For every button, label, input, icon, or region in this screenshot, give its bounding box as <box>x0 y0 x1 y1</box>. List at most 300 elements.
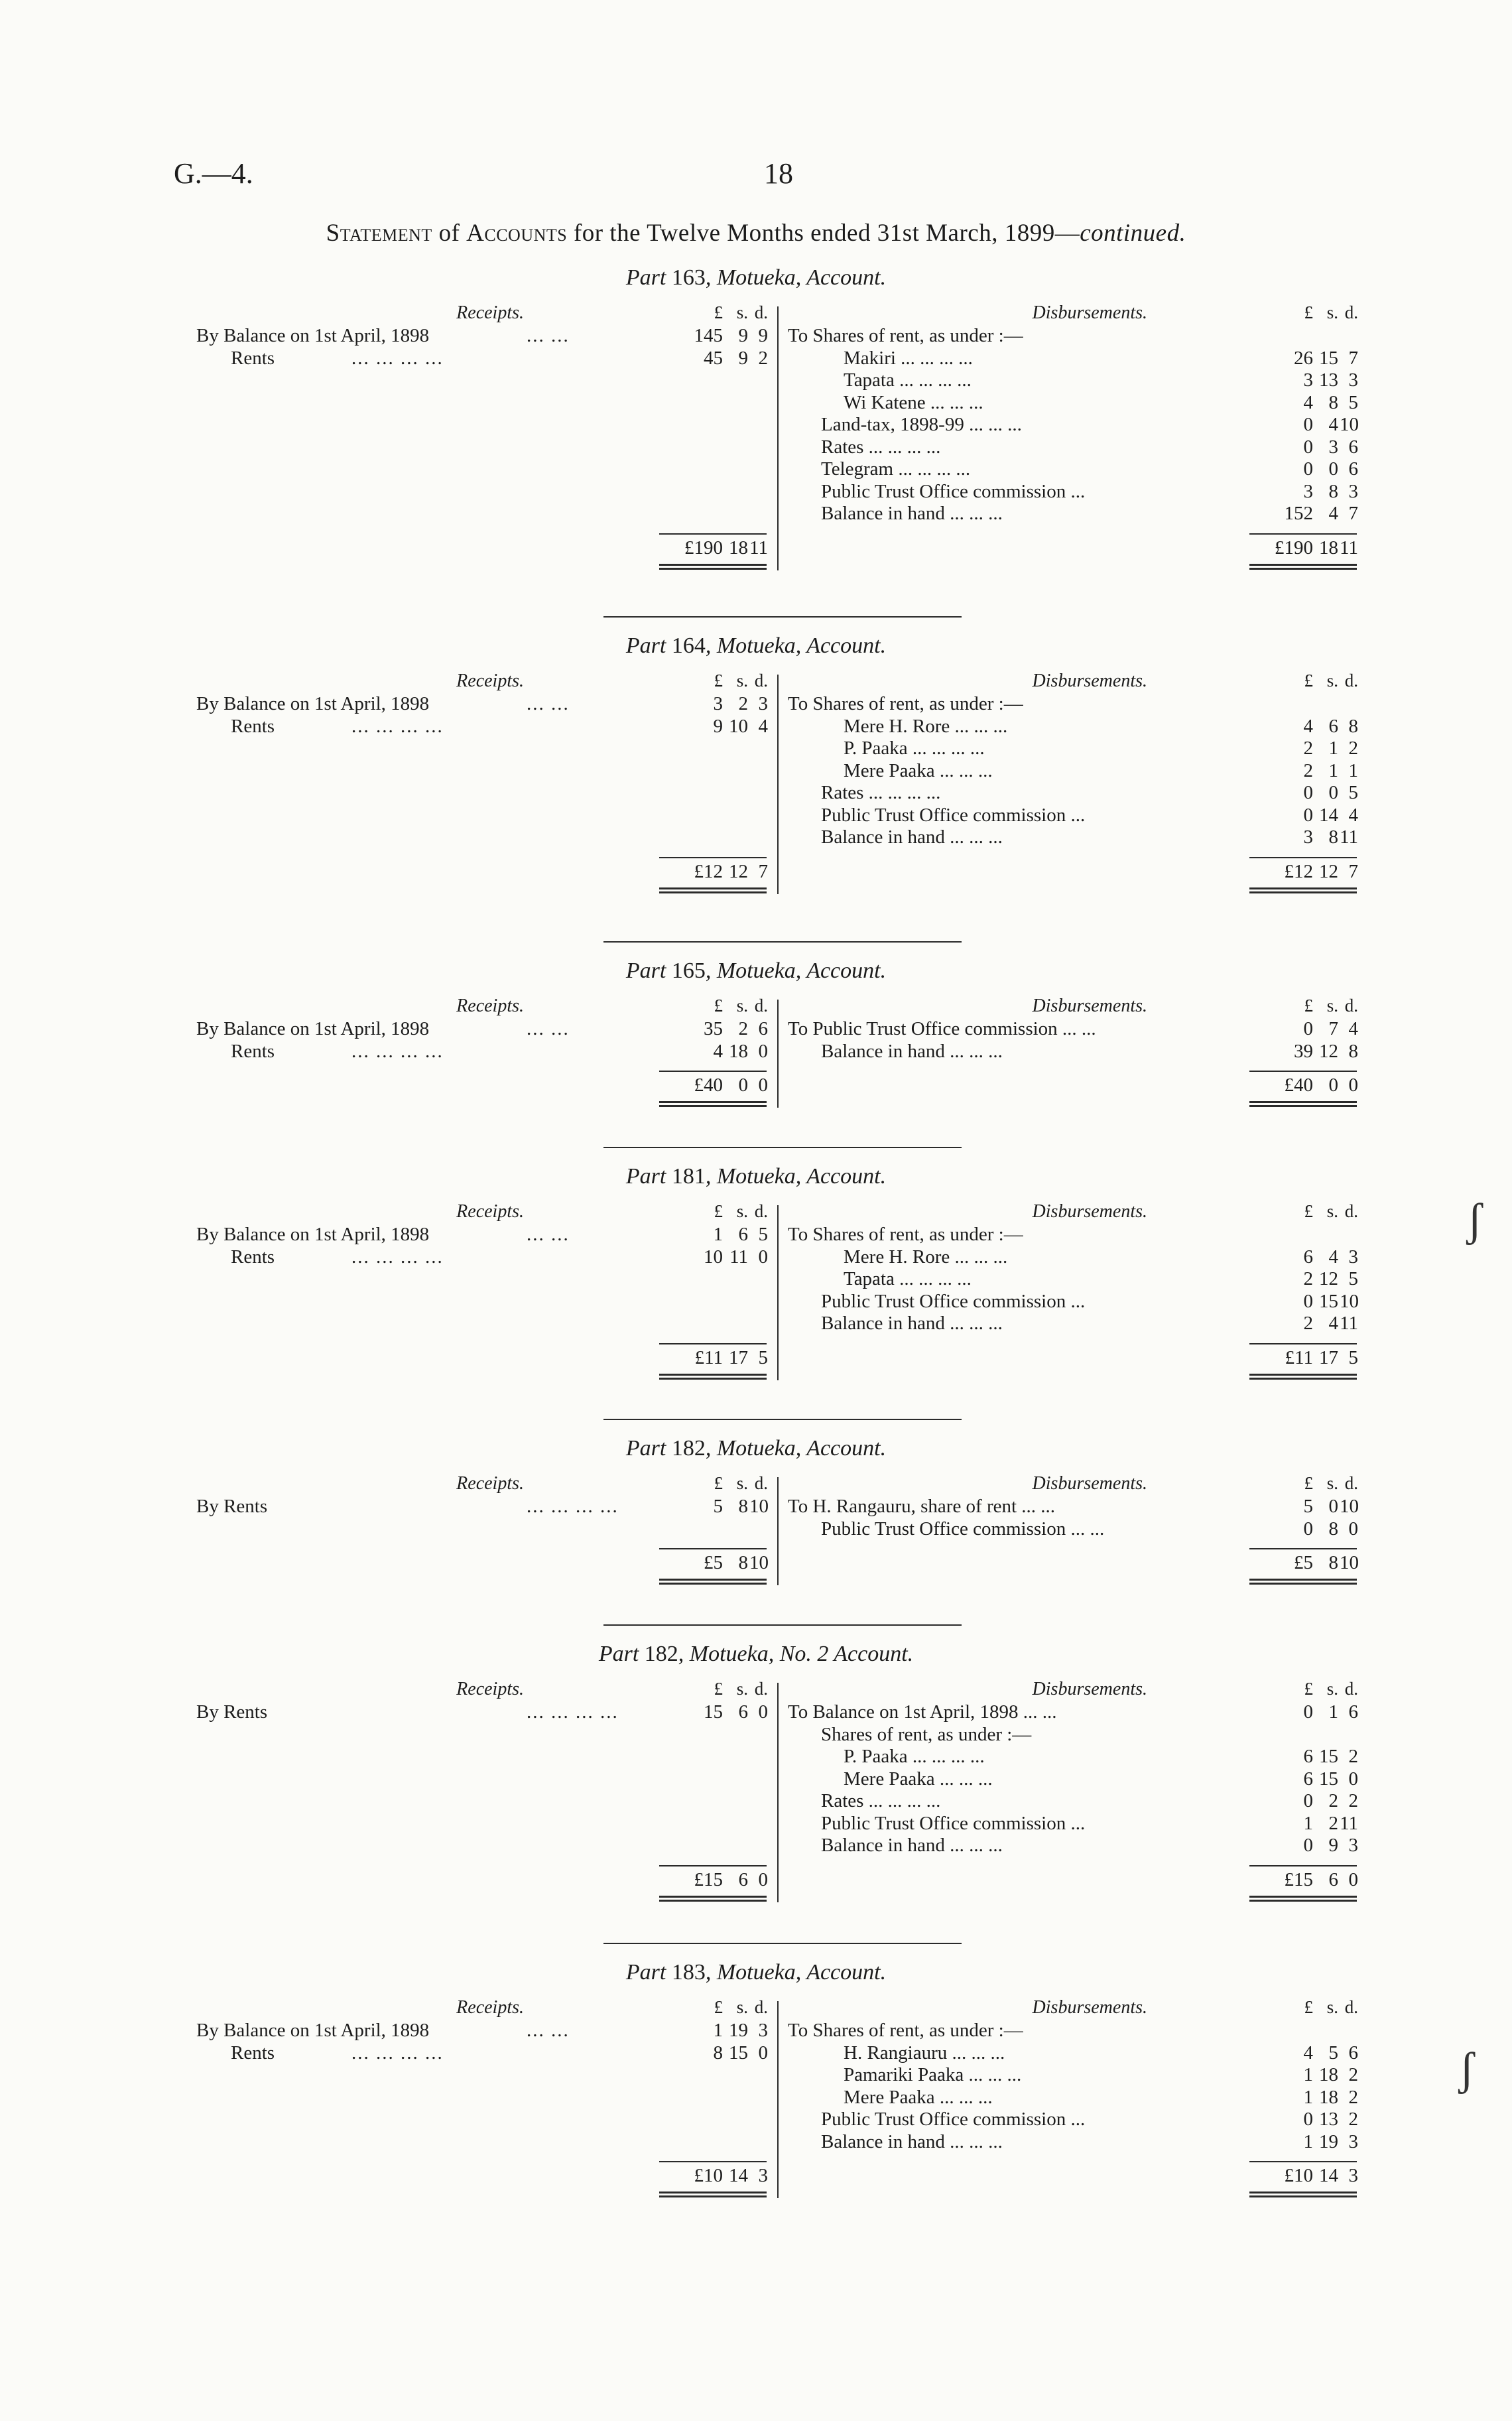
disbursement-amount <box>1267 1313 1356 1337</box>
receipt-amount <box>676 1018 766 1042</box>
pence: 11 <box>1340 826 1358 848</box>
receipt-label: Rents <box>231 1040 275 1062</box>
pence: 3 <box>1348 1835 1358 1856</box>
receipts-total <box>676 1869 766 1893</box>
shillings: 8 <box>1328 826 1338 848</box>
disbursement-label: Public Trust Office commission ... <box>821 2109 1086 2130</box>
shillings: 18 <box>1319 537 1338 558</box>
pence: 11 <box>1340 1812 1358 1834</box>
total-double-rule <box>659 1579 767 1585</box>
disbursements-total <box>1267 1347 1356 1371</box>
receipt-leader-dots: ... ... ... ... <box>527 1701 619 1723</box>
pence: 6 <box>1348 1701 1358 1723</box>
pence: 5 <box>1348 1268 1358 1289</box>
shillings: 0 <box>1328 1075 1338 1096</box>
pence: 0 <box>758 2042 768 2063</box>
disbursement-amount <box>1267 826 1356 850</box>
shillings: 15 <box>1319 347 1338 369</box>
margin-mark-icon: ʃ <box>1459 2044 1475 2095</box>
pounds: 6 <box>1303 1768 1313 1790</box>
shillings: s. <box>736 1201 748 1221</box>
shillings: 1 <box>1328 759 1338 781</box>
pence: 0 <box>758 1040 768 1062</box>
receipt-label: By Balance on 1st April, 1898 <box>196 1018 430 1039</box>
pounds: 6 <box>1303 1246 1313 1268</box>
sum-rule <box>659 2161 767 2162</box>
pounds: 6 <box>1303 1746 1313 1767</box>
account-part-number: 182 <box>644 1642 678 1666</box>
pounds: 0 <box>1303 436 1313 458</box>
pounds: 0 <box>1303 1518 1313 1539</box>
account-title-suffix: , Motueka, Account. <box>705 265 887 290</box>
shillings: 2 <box>1328 1812 1338 1834</box>
disbursement-label: To Shares of rent, as under :— <box>788 2020 1023 2041</box>
receipt-amount <box>676 2020 766 2044</box>
shillings: s. <box>1326 996 1338 1015</box>
pence: 10 <box>1340 1496 1359 1517</box>
account-title-prefix: Part <box>625 1436 672 1461</box>
currency-header <box>676 1997 766 2021</box>
pence: 10 <box>749 1496 769 1517</box>
pence: 9 <box>758 325 768 346</box>
pounds: £ <box>714 1201 723 1221</box>
account-title <box>0 633 1512 659</box>
title-continued: continued. <box>1080 220 1186 247</box>
receipt-label: Rents <box>231 715 275 737</box>
pounds: 0 <box>1303 804 1313 826</box>
pounds: 1 <box>1303 1812 1313 1834</box>
currency-header <box>676 671 766 694</box>
section-separator <box>603 1943 962 1944</box>
shillings: 9 <box>738 347 748 369</box>
pence: d. <box>754 1679 768 1699</box>
receipt-amount <box>676 716 766 740</box>
pence: 2 <box>1348 738 1358 759</box>
disbursements-heading: Disbursements. <box>1032 302 1147 323</box>
account-part-number: 164 <box>671 633 706 658</box>
pence: 2 <box>758 347 768 369</box>
pounds: 145 <box>694 325 723 346</box>
receipts-total <box>676 1075 766 1098</box>
pence: 0 <box>1348 1075 1358 1096</box>
pence: 0 <box>758 1246 768 1268</box>
pounds: £ <box>714 996 723 1015</box>
pence: 5 <box>758 1346 768 1368</box>
disbursement-amount <box>1267 716 1356 740</box>
pence: 3 <box>758 2020 768 2041</box>
shillings: 19 <box>729 2020 748 2041</box>
disbursement-amount <box>1267 2087 1356 2111</box>
shillings: 13 <box>1319 369 1338 391</box>
pence: d. <box>1344 1473 1358 1493</box>
pounds: 4 <box>713 1040 723 1062</box>
disbursement-label: To Public Trust Office commission ... ... <box>788 1018 1096 1039</box>
disbursement-label: Balance in hand ... ... ... <box>821 503 1003 524</box>
pounds: 39 <box>1294 1040 1313 1062</box>
receipt-leader-dots: ... ... ... ... <box>351 347 444 369</box>
disbursement-label: P. Paaka ... ... ... ... <box>844 1746 985 1767</box>
pounds: £ <box>1304 996 1313 1015</box>
pence: 5 <box>758 1224 768 1245</box>
pounds: 0 <box>1303 782 1313 803</box>
title-of: of <box>438 220 460 247</box>
account-part-number: 165 <box>671 958 706 983</box>
pence: d. <box>1344 1201 1358 1221</box>
column-divider <box>777 1477 779 1585</box>
pounds: 8 <box>713 2042 723 2063</box>
shillings: 13 <box>1319 2109 1338 2130</box>
disbursement-amount <box>1267 2109 1356 2132</box>
pounds: 5 <box>1303 1496 1313 1517</box>
pence: 8 <box>1348 1040 1358 1062</box>
shillings: 10 <box>729 715 748 737</box>
disbursement-label: To Shares of rent, as under :— <box>788 1224 1023 1245</box>
shillings: 15 <box>729 2042 748 2063</box>
total-double-rule <box>1249 1579 1357 1585</box>
account-title-prefix: Part <box>625 1164 672 1189</box>
account-title-prefix: Part <box>625 633 672 658</box>
currency-header <box>1267 302 1356 326</box>
receipts-total <box>676 2165 766 2189</box>
account-title-suffix: , Motueka, Account. <box>705 633 887 658</box>
total-double-rule <box>659 1896 767 1902</box>
title-rest: for the Twelve Months ended 31st March, 1899— <box>573 220 1080 247</box>
pence: 2 <box>1348 2064 1358 2085</box>
pence: 2 <box>1348 2086 1358 2108</box>
pounds: £11 <box>694 1346 723 1368</box>
disbursements-total <box>1267 2165 1356 2189</box>
total-double-rule <box>1249 1896 1357 1902</box>
shillings: 17 <box>1319 1346 1338 1368</box>
disbursement-label: Makiri ... ... ... ... <box>844 347 973 369</box>
total-double-rule <box>659 887 767 893</box>
shillings: 1 <box>1328 1701 1338 1723</box>
receipt-leader-dots: ... ... ... ... <box>351 2042 444 2063</box>
pence: d. <box>1344 996 1358 1015</box>
receipt-amount <box>676 325 766 349</box>
pounds: 3 <box>713 693 723 714</box>
shillings: 15 <box>1319 1746 1338 1767</box>
shillings: s. <box>736 302 748 322</box>
pounds: £ <box>1304 1679 1313 1699</box>
pounds: 45 <box>704 347 723 369</box>
pounds: £ <box>714 1679 723 1699</box>
pence: 6 <box>1348 436 1358 458</box>
pence: d. <box>1344 1679 1358 1699</box>
receipt-leader-dots: ... ... <box>527 1018 570 1039</box>
shillings: 12 <box>1319 860 1338 882</box>
account-block <box>0 265 1512 637</box>
pounds: £40 <box>1284 1075 1313 1096</box>
pence: 6 <box>1348 2042 1358 2063</box>
pence: 11 <box>1340 1313 1358 1334</box>
total-double-rule <box>1249 564 1357 570</box>
pounds: 0 <box>1303 1835 1313 1856</box>
disbursement-label: Rates ... ... ... ... <box>821 782 941 803</box>
pence: 11 <box>1340 537 1358 558</box>
pounds: 1 <box>1303 2086 1313 2108</box>
receipt-leader-dots: ... ... ... ... <box>351 715 444 737</box>
account-title-suffix: , Motueka, Account. <box>705 1960 887 1985</box>
pence: 0 <box>758 1701 768 1723</box>
shillings: 17 <box>729 1346 748 1368</box>
disbursement-label: Public Trust Office commission ... <box>821 480 1086 502</box>
pounds: 3 <box>1303 369 1313 391</box>
pounds: 1 <box>1303 2064 1313 2085</box>
shillings: 6 <box>738 1868 748 1890</box>
shillings: 4 <box>1328 1246 1338 1268</box>
pounds: £40 <box>694 1075 723 1096</box>
shillings: 19 <box>1319 2130 1338 2152</box>
shillings: 12 <box>729 860 748 882</box>
disbursement-label: Mere H. Rore ... ... ... <box>844 715 1008 737</box>
pence: 3 <box>1348 2165 1358 2186</box>
pounds: £15 <box>1284 1868 1313 1890</box>
pence: 3 <box>758 693 768 714</box>
pence: 2 <box>1348 1790 1358 1811</box>
disbursement-amount <box>1267 1290 1359 1315</box>
disbursements-heading: Disbursements. <box>1032 1997 1147 2018</box>
pounds: £15 <box>694 1868 723 1890</box>
pence: 3 <box>1348 2130 1358 2152</box>
disbursement-label: To H. Rangauru, share of rent ... ... <box>788 1496 1056 1517</box>
sum-rule <box>659 533 767 535</box>
pounds: £5 <box>704 1552 723 1573</box>
account-part-number: 182 <box>671 1436 706 1461</box>
shillings: s. <box>1326 671 1338 690</box>
pence: 7 <box>1348 503 1358 524</box>
receipt-leader-dots: ... ... ... ... <box>351 1246 444 1268</box>
pence: 0 <box>1348 1868 1358 1890</box>
disbursement-label: Balance in hand ... ... ... <box>821 1040 1003 1062</box>
account-block <box>0 1642 1512 2013</box>
section-separator <box>603 616 962 618</box>
receipt-amount <box>676 1041 766 1065</box>
pounds: 1 <box>713 2020 723 2041</box>
sum-rule <box>1249 857 1357 858</box>
pounds: 9 <box>713 715 723 737</box>
disbursement-amount <box>1267 348 1356 371</box>
section-separator <box>603 941 962 943</box>
pence: 0 <box>1348 1518 1358 1539</box>
shillings: 15 <box>1319 1768 1338 1790</box>
receipts-heading: Receipts. <box>456 1201 524 1222</box>
pence: d. <box>1344 302 1358 322</box>
pence: 10 <box>1340 1552 1359 1573</box>
total-double-rule <box>659 1374 767 1380</box>
pounds: 5 <box>713 1496 723 1517</box>
shillings: 12 <box>1319 1268 1338 1289</box>
pounds: £12 <box>694 860 723 882</box>
disbursement-label: Balance in hand ... ... ... <box>821 826 1003 848</box>
disbursement-label: To Shares of rent, as under :— <box>788 325 1023 346</box>
account-part-number: 163 <box>671 265 706 290</box>
disbursement-amount <box>1267 1835 1356 1859</box>
section-separator <box>603 1147 962 1148</box>
disbursement-amount <box>1267 414 1359 438</box>
pounds: £ <box>1304 1473 1313 1493</box>
disbursement-amount <box>1267 782 1356 806</box>
account-title-prefix: Part <box>625 958 672 983</box>
pence: d. <box>754 1473 768 1493</box>
pence: 3 <box>1348 369 1358 391</box>
disbursement-label: Pamariki Paaka ... ... ... <box>844 2064 1022 2085</box>
sum-rule <box>659 1548 767 1549</box>
disbursements-total <box>1267 1869 1356 1893</box>
shillings: s. <box>1326 1201 1338 1221</box>
disbursement-label: Public Trust Office commission ... ... <box>821 1518 1105 1539</box>
disbursement-amount <box>1267 2131 1356 2155</box>
currency-header <box>1267 1201 1356 1225</box>
sum-rule <box>1249 2161 1357 2162</box>
receipt-label: By Balance on 1st April, 1898 <box>196 325 430 346</box>
pounds: £ <box>1304 671 1313 690</box>
margin-mark-icon: ʃ <box>1467 1195 1483 1246</box>
account-title-prefix: Part <box>625 265 672 290</box>
pounds: 2 <box>1303 759 1313 781</box>
pounds: 0 <box>1303 1701 1313 1723</box>
sum-rule <box>659 1865 767 1866</box>
receipt-amount <box>676 1224 766 1248</box>
receipts-heading: Receipts. <box>456 1473 524 1494</box>
pounds: £10 <box>694 2165 723 2186</box>
receipt-label: Rents <box>231 1246 275 1268</box>
receipt-label: Rents <box>231 2042 275 2063</box>
disbursements-heading: Disbursements. <box>1032 671 1147 691</box>
sum-rule <box>659 857 767 858</box>
pence: 5 <box>1348 391 1358 413</box>
disbursement-label: Mere H. Rore ... ... ... <box>844 1246 1008 1268</box>
disbursements-heading: Disbursements. <box>1032 1473 1147 1494</box>
shillings: 12 <box>1319 1040 1338 1062</box>
disbursement-label: Mere Paaka ... ... ... <box>844 759 993 781</box>
shillings: s. <box>1326 1679 1338 1699</box>
sum-rule <box>659 1071 767 1072</box>
shillings: 8 <box>1328 480 1338 502</box>
receipt-amount <box>676 2042 766 2066</box>
column-divider <box>777 1683 779 1902</box>
column-divider <box>777 2001 779 2198</box>
shillings: 8 <box>1328 391 1338 413</box>
disbursement-amount <box>1267 1518 1356 1542</box>
disbursements-heading: Disbursements. <box>1032 1201 1147 1222</box>
receipts-total <box>676 537 766 561</box>
disbursement-amount <box>1267 1813 1356 1837</box>
receipt-leader-dots: ... ... <box>527 693 570 714</box>
total-double-rule <box>659 1101 767 1107</box>
disbursement-label: Telegram ... ... ... ... <box>821 458 971 480</box>
disbursement-amount <box>1267 1768 1356 1792</box>
shillings: 8 <box>1328 1552 1338 1573</box>
disbursement-label: Wi Katene ... ... ... <box>844 391 983 413</box>
account-part-number: 181 <box>671 1164 706 1189</box>
disbursement-amount <box>1267 369 1356 393</box>
account-title-prefix: Part <box>598 1642 645 1666</box>
pounds: 1 <box>713 1224 723 1245</box>
currency-header <box>1267 1473 1356 1497</box>
disbursement-amount <box>1267 1246 1356 1270</box>
disbursements-total <box>1267 1552 1359 1576</box>
pounds: 152 <box>1284 503 1313 524</box>
shillings: 6 <box>1328 1868 1338 1890</box>
account-title-prefix: Part <box>625 1960 672 1985</box>
currency-header <box>1267 1679 1356 1703</box>
account-title <box>0 265 1512 291</box>
currency-header <box>1267 996 1356 1019</box>
pence: 10 <box>1340 1290 1359 1312</box>
currency-header <box>1267 1997 1356 2021</box>
disbursement-amount <box>1267 738 1356 761</box>
disbursement-label: To Shares of rent, as under :— <box>788 693 1023 714</box>
account-title <box>0 1960 1512 1985</box>
shillings: s. <box>1326 302 1338 322</box>
shillings: s. <box>736 671 748 690</box>
pounds: £190 <box>1275 537 1313 558</box>
shillings: 14 <box>1319 2165 1338 2186</box>
receipt-amount <box>676 1701 766 1725</box>
total-double-rule <box>1249 887 1357 893</box>
pounds: £190 <box>684 537 723 558</box>
pounds: £ <box>1304 1201 1313 1221</box>
shillings: s. <box>736 1679 748 1699</box>
shillings: s. <box>736 1997 748 2017</box>
account-title-suffix: , Motueka, Account. <box>705 958 887 983</box>
pence: 3 <box>1348 1246 1358 1268</box>
currency-header <box>676 302 766 326</box>
pounds: 0 <box>1303 1790 1313 1811</box>
pounds: 0 <box>1303 414 1313 435</box>
currency-header <box>676 1679 766 1703</box>
sum-rule <box>1249 1343 1357 1344</box>
total-double-rule <box>1249 1101 1357 1107</box>
page-number: 18 <box>764 157 793 190</box>
receipt-leader-dots: ... ... ... ... <box>351 1040 444 1062</box>
pence: 7 <box>1348 860 1358 882</box>
disbursement-amount <box>1267 458 1356 482</box>
pence: d. <box>754 1997 768 2017</box>
shillings: 8 <box>1328 1518 1338 1539</box>
receipts-total <box>676 1552 769 1576</box>
pounds: £ <box>1304 1997 1313 2017</box>
receipt-amount <box>676 1246 766 1270</box>
pence: 4 <box>758 715 768 737</box>
shillings: 6 <box>1328 715 1338 737</box>
receipts-heading: Receipts. <box>456 1679 524 1699</box>
pence: 5 <box>1348 782 1358 803</box>
pounds: 0 <box>1303 1018 1313 1039</box>
shillings: 2 <box>1328 1790 1338 1811</box>
shillings: 6 <box>738 1701 748 1723</box>
pence: d. <box>754 671 768 690</box>
currency-header <box>676 1473 766 1497</box>
shillings: 0 <box>1328 1496 1338 1517</box>
receipt-leader-dots: ... ... <box>527 325 570 346</box>
pounds: £ <box>714 1473 723 1493</box>
total-double-rule <box>659 2192 767 2197</box>
pence: 4 <box>1348 1018 1358 1039</box>
receipt-leader-dots: ... ... <box>527 2020 570 2041</box>
shillings: s. <box>736 996 748 1015</box>
disbursements-heading: Disbursements. <box>1032 1679 1147 1699</box>
total-double-rule <box>659 564 767 570</box>
receipts-heading: Receipts. <box>456 1997 524 2018</box>
pence: 3 <box>1348 480 1358 502</box>
disbursement-label: Public Trust Office commission ... <box>821 804 1086 826</box>
receipts-total <box>676 1347 766 1371</box>
statement-title <box>0 219 1512 247</box>
shillings: 14 <box>1319 804 1338 826</box>
pounds: 4 <box>1303 715 1313 737</box>
